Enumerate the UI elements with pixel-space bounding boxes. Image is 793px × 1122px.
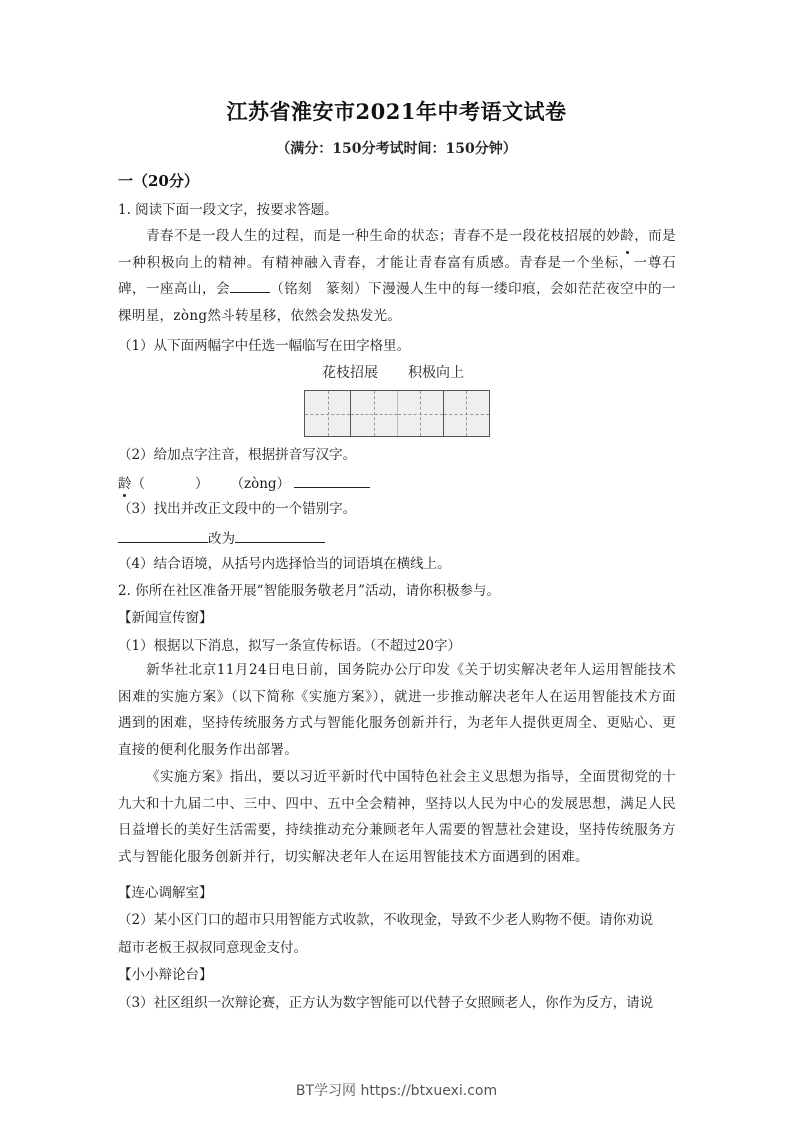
calligraphy-options [322, 362, 464, 382]
sub4-prompt: （4）结合语境，从括号内选择恰当的词语填在横线上。 [118, 556, 451, 572]
passage-line2: 一种积极向上的精神。有精神融入青春，才能让青春富有质感。青春是一个坐标，一尊石碑， [118, 254, 676, 297]
passage-line4: 星，zòng然斗转星移，依然会发热发光。 [145, 307, 402, 324]
mediation-sub2-line1: （2）某小区门口的超市只用智能方式收款，不收现金，导致不少老人购物不便。请你劝说 [118, 912, 654, 928]
q1-prompt: 1. 阅读下面一段文字，按要求答题。 [118, 202, 338, 218]
wrong-char-blank[interactable] [118, 528, 208, 543]
exam-subtitle: （满分：150分考试时间：150分钟） [276, 141, 517, 157]
hanzi-answer-blank[interactable] [294, 473, 370, 488]
news-window-label: 【新闻宣传窗】 [118, 610, 213, 626]
site-watermark: BT学习网 https://btxuexi.com [295, 1083, 498, 1099]
mediation-sub2-line2: 超市老板王叔叔同意现金支付。 [118, 940, 307, 956]
grid-cell[interactable] [351, 391, 397, 436]
option-a: 花枝招展 [322, 365, 378, 381]
news-paragraph-2: 《实施方案》指出，要以习近平新时代中国特色社会主义思想为指导，全面贯彻党的十九大和十九届二中、三中、四中、五中全会精神，坚持以人民为中心的发展思想，满足人民日益增长的美好生活需要，持续推动充分兼顾老年人需要的智慧社会建设，坚持传统服务方式与智能化服务创新并行，切实解决老年人在运用智能技术方面遇到的困难。 [118, 769, 676, 865]
sub3-prompt: （3）找出并改正文段中的一个错别字。 [118, 501, 357, 517]
sub2-answer-line: 龄（ ） （zòng） [118, 473, 370, 493]
correct-char-blank[interactable] [235, 528, 325, 543]
q2-prompt: 2. 你所在社区准备开展“智能服务敬老月”活动，请你积极参与。 [118, 583, 500, 599]
option-b: 积极向上 [408, 365, 464, 381]
sub3-answer-line: 改为 [118, 528, 325, 548]
q1-passage: 青春不是一段人生的过程，而是一种生命的状态；青春不是一段花枝招展的妙龄，而是一种积极向上的精神。有精神融入青春，才能让青春富有质感。青春是一个坐标，一尊石碑，一座高山，会 （铭刻 篆刻）下漫漫人生中的每一缕印痕，会如茫茫夜空中的一棵明星，zòng然斗转星移，依然会发热发光。 [118, 223, 676, 329]
grid-cell[interactable] [305, 391, 351, 436]
sub2-prompt: （2）给加点字注音，根据拼音写汉字。 [118, 447, 357, 463]
page-title: 江苏省淮安市2021年中考语文试卷 [226, 99, 567, 124]
tianzige-grid[interactable] [304, 390, 490, 437]
news-paragraph-1: 新华社北京11月24日电日前，国务院办公厅印发《关于切实解决老年人运用智能技术困难的实施方案》（以下简称《实施方案》），就进一步推动解决老年人在运用智能技术方面遇到的困难，坚持传统服务方式与智能化服务创新并行，为老年人提供更周全、更贴心、更直接的便利化服务作出部署。 [118, 662, 676, 758]
section-heading: 一（20分） [118, 172, 199, 190]
dotted-char: 龄 [620, 223, 634, 250]
passage-line1: 青春不是一段人生的过程，而是一种生命的状态；青春不是一段花枝招展的妙 [146, 228, 621, 244]
fill-blank[interactable] [230, 278, 270, 293]
mediation-room-label: 【连心调解室】 [118, 885, 213, 901]
grid-cell[interactable] [444, 391, 489, 436]
debate-stage-label: 【小小辩论台】 [118, 967, 213, 983]
news-sub1-prompt: （1）根据以下消息，拟写一条宣传标语。（不超过20字） [118, 638, 462, 654]
sub1-prompt: （1）从下面两幅字中任选一幅临写在田字格里。 [118, 338, 411, 354]
grid-cell[interactable] [398, 391, 444, 436]
debate-sub3-line1: （3）社区组织一次辩论赛，正方认为数字智能可以代替子女照顾老人，你作为反方，请说 [118, 995, 654, 1011]
